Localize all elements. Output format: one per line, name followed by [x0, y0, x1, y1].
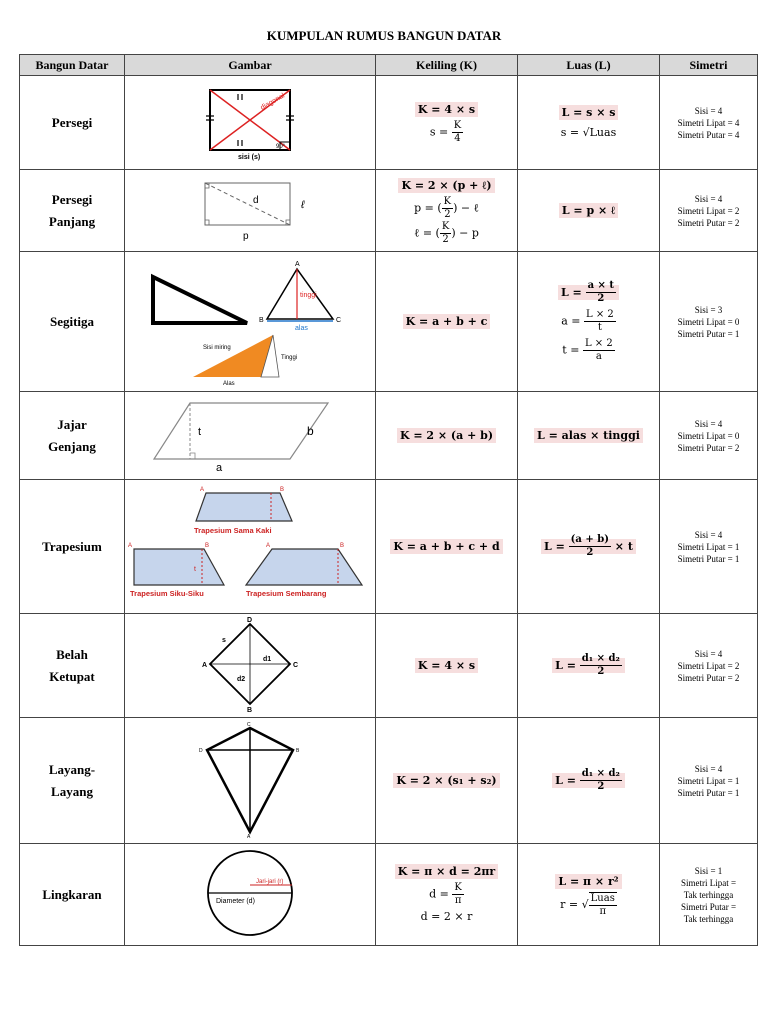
row-persegi-panjang: [20, 170, 758, 252]
header-perimeter: Keliling (K): [376, 55, 518, 76]
perimeter-cell: [376, 252, 518, 392]
header-shape: Bangun Datar: [20, 55, 125, 76]
vertex-c: C: [336, 316, 342, 324]
trap1-b: B: [279, 486, 284, 493]
base-label: a: [216, 461, 223, 473]
vertex-d: D: [199, 747, 203, 754]
shape-name: Jajar Genjang: [20, 392, 125, 480]
area-formula: L = s × s: [559, 105, 619, 120]
symmetry-cell: Sisi = 4 Simetri Lipat = 2 Simetri Putar = 2: [660, 614, 758, 718]
perimeter-cell: K = 2 × (p + ℓ) p = ( $\frac{K}{2}$ ) − ℓ ℓ = ( $\frac{K}{2}$ ) − p: [376, 170, 518, 252]
row-lingkaran: [20, 844, 758, 946]
trap3-a: A: [265, 542, 270, 549]
header-area: Luas (L): [518, 55, 660, 76]
circle-figure: [200, 846, 300, 940]
page-title: KUMPULAN RUMUS BANGUN DATAR: [266, 28, 502, 43]
perimeter-formula: K = 4 × s: [415, 658, 478, 673]
row-persegi: [20, 76, 758, 170]
picture-cell: [125, 844, 376, 946]
symmetry-cell: Sisi = 3 Simetri Lipat = 0 Simetri Putar = 1: [660, 252, 758, 392]
area-cell: [518, 392, 660, 480]
area-cell: [518, 170, 660, 252]
diameter-label: Diameter (d): [216, 897, 255, 905]
row-layang-layang: [20, 718, 758, 844]
picture-cell: [125, 392, 376, 480]
shape-name: Lingkaran: [20, 844, 125, 946]
vertex-b: B: [259, 316, 264, 324]
shape-name: Persegi: [20, 76, 125, 170]
label-sama-kaki: Trapesium Sama Kaki: [193, 525, 272, 535]
row-belah-ketupat: [20, 614, 758, 718]
area-formula: L = $\frac{a \times t}{2}$: [558, 285, 619, 300]
row-segitiga: [20, 252, 758, 392]
header-row: [20, 55, 758, 76]
shape-name: Segitiga: [20, 252, 125, 392]
area-cell: [518, 480, 660, 614]
trap2-b: B: [204, 542, 209, 549]
picture-cell: [125, 614, 376, 718]
rhombus-figure: [195, 616, 305, 712]
symmetry-cell: Sisi = 1 Simetri Lipat = Tak terhingga Simetri Putar = Tak terhingga: [660, 844, 758, 946]
formula-table: [19, 54, 758, 946]
perimeter-formula: K = 4 × s: [415, 102, 478, 117]
area-cell: [518, 614, 660, 718]
height-label: tinggi: [300, 291, 317, 299]
vertex-b: B: [296, 747, 300, 754]
vertex-c: C: [247, 721, 251, 728]
vertex-a: A: [247, 833, 251, 838]
rectangle-figure: [175, 173, 325, 245]
label-sembarang: Trapesium Sembarang: [245, 588, 326, 598]
d2-label: d2: [237, 675, 246, 683]
trap2-a: A: [127, 542, 132, 549]
diagonal-label: d: [253, 194, 259, 206]
height-label: t: [198, 425, 202, 438]
picture-cell: [125, 170, 376, 252]
symmetry-cell: Sisi = 4 Simetri Lipat = 1 Simetri Putar = 1: [660, 480, 758, 614]
hypotenuse-label: Sisi miring: [203, 344, 231, 351]
perimeter-formula: K = 2 × (p + ℓ): [398, 178, 494, 193]
row-jajar-genjang: [20, 392, 758, 480]
square-figure: [190, 80, 310, 162]
area-formula: L = alas × tinggi: [534, 428, 643, 443]
d1-label: d1: [263, 655, 272, 663]
shape-name: Layang- Layang: [20, 718, 125, 844]
perimeter-formula: K = π × d = 2πr: [395, 864, 498, 879]
trapezoid-figure: [128, 483, 373, 607]
picture-cell: [125, 480, 376, 614]
shape-name: Persegi Panjang: [20, 170, 125, 252]
trap3-b: B: [339, 542, 344, 549]
picture-cell: [125, 252, 376, 392]
area-cell: L = π × r² r = √ $\frac{\text{Luas}}{\pi}$: [518, 844, 660, 946]
shape-name: Trapesium: [20, 480, 125, 614]
diagonal-label: diagonal: [259, 91, 286, 112]
area-formula: L = π × r²: [555, 874, 621, 889]
vertex-d: D: [247, 616, 253, 624]
vertex-c: C: [293, 661, 299, 669]
area-cell: L = s × s s = √Luas: [518, 76, 660, 170]
triangle-figure: [135, 255, 365, 385]
perimeter-formula: K = a + b + c + d: [390, 539, 502, 554]
header-picture: Gambar: [125, 55, 376, 76]
perimeter-cell: K = 4 × s s = $\frac{K}{4}$: [376, 76, 518, 170]
symmetry-cell: Sisi = 4 Simetri Lipat = 2 Simetri Putar = 2: [660, 170, 758, 252]
area-formula: L = $\frac{\text{d₁ × d₂}}{2}$: [552, 658, 625, 673]
vertex-b: B: [247, 706, 253, 712]
side-label: sisi (s): [238, 153, 261, 161]
vertex-a: A: [295, 260, 300, 268]
parallelogram-figure: [150, 395, 350, 473]
area-formula: L = $\frac{\text{d₁ × d₂}}{2}$: [552, 773, 625, 788]
perimeter-formula: K = 2 × (s₁ + s₂): [393, 773, 499, 788]
vertex-a: A: [202, 661, 208, 669]
kite-figure: [195, 720, 305, 838]
area-cell: L = $\frac{a \times t}{2}$ a = $\frac{L \times 2}{t}$ t = $\frac{L \times 2}{a}$: [518, 252, 660, 392]
picture-cell: [125, 718, 376, 844]
symmetry-cell: Sisi = 4 Simetri Lipat = 0 Simetri Putar = 2: [660, 392, 758, 480]
trap1-a: A: [199, 486, 204, 493]
picture-cell: [125, 76, 376, 170]
header-symmetry: Simetri: [660, 55, 758, 76]
perimeter-cell: [376, 480, 518, 614]
perimeter-formula: K = a + b + c: [403, 314, 491, 329]
height-label-2: Tinggi: [281, 354, 298, 361]
area-cell: [518, 718, 660, 844]
perimeter-cell: [376, 614, 518, 718]
length-label: p: [243, 230, 249, 242]
trap2-t: t: [193, 565, 196, 573]
base-label: alas: [295, 324, 308, 332]
base-label-2: Alas: [223, 380, 235, 385]
perimeter-cell: K = π × d = 2πr d = $\frac{K}{\pi}$ d = 2 × r: [376, 844, 518, 946]
area-formula: L = $\frac{(a + b)}{2}$ × t: [541, 539, 636, 554]
angle-label: 90°: [276, 143, 286, 150]
perimeter-cell: [376, 392, 518, 480]
side-b-label: b: [307, 423, 314, 438]
symmetry-cell: Sisi = 4 Simetri Lipat = 1 Simetri Putar = 1: [660, 718, 758, 844]
area-formula: L = p × ℓ: [559, 203, 618, 218]
radius-label: Jari-jari (r): [256, 878, 284, 885]
perimeter-formula: K = 2 × (a + b): [397, 428, 496, 443]
shape-name: Belah Ketupat: [20, 614, 125, 718]
row-trapesium: [20, 480, 758, 614]
side-label: s: [222, 636, 226, 644]
label-siku-siku: Trapesium Siku-Siku: [129, 588, 204, 598]
width-label: ℓ: [301, 198, 305, 211]
symmetry-cell: Sisi = 4 Simetri Lipat = 4 Simetri Putar = 4: [660, 76, 758, 170]
perimeter-cell: [376, 718, 518, 844]
